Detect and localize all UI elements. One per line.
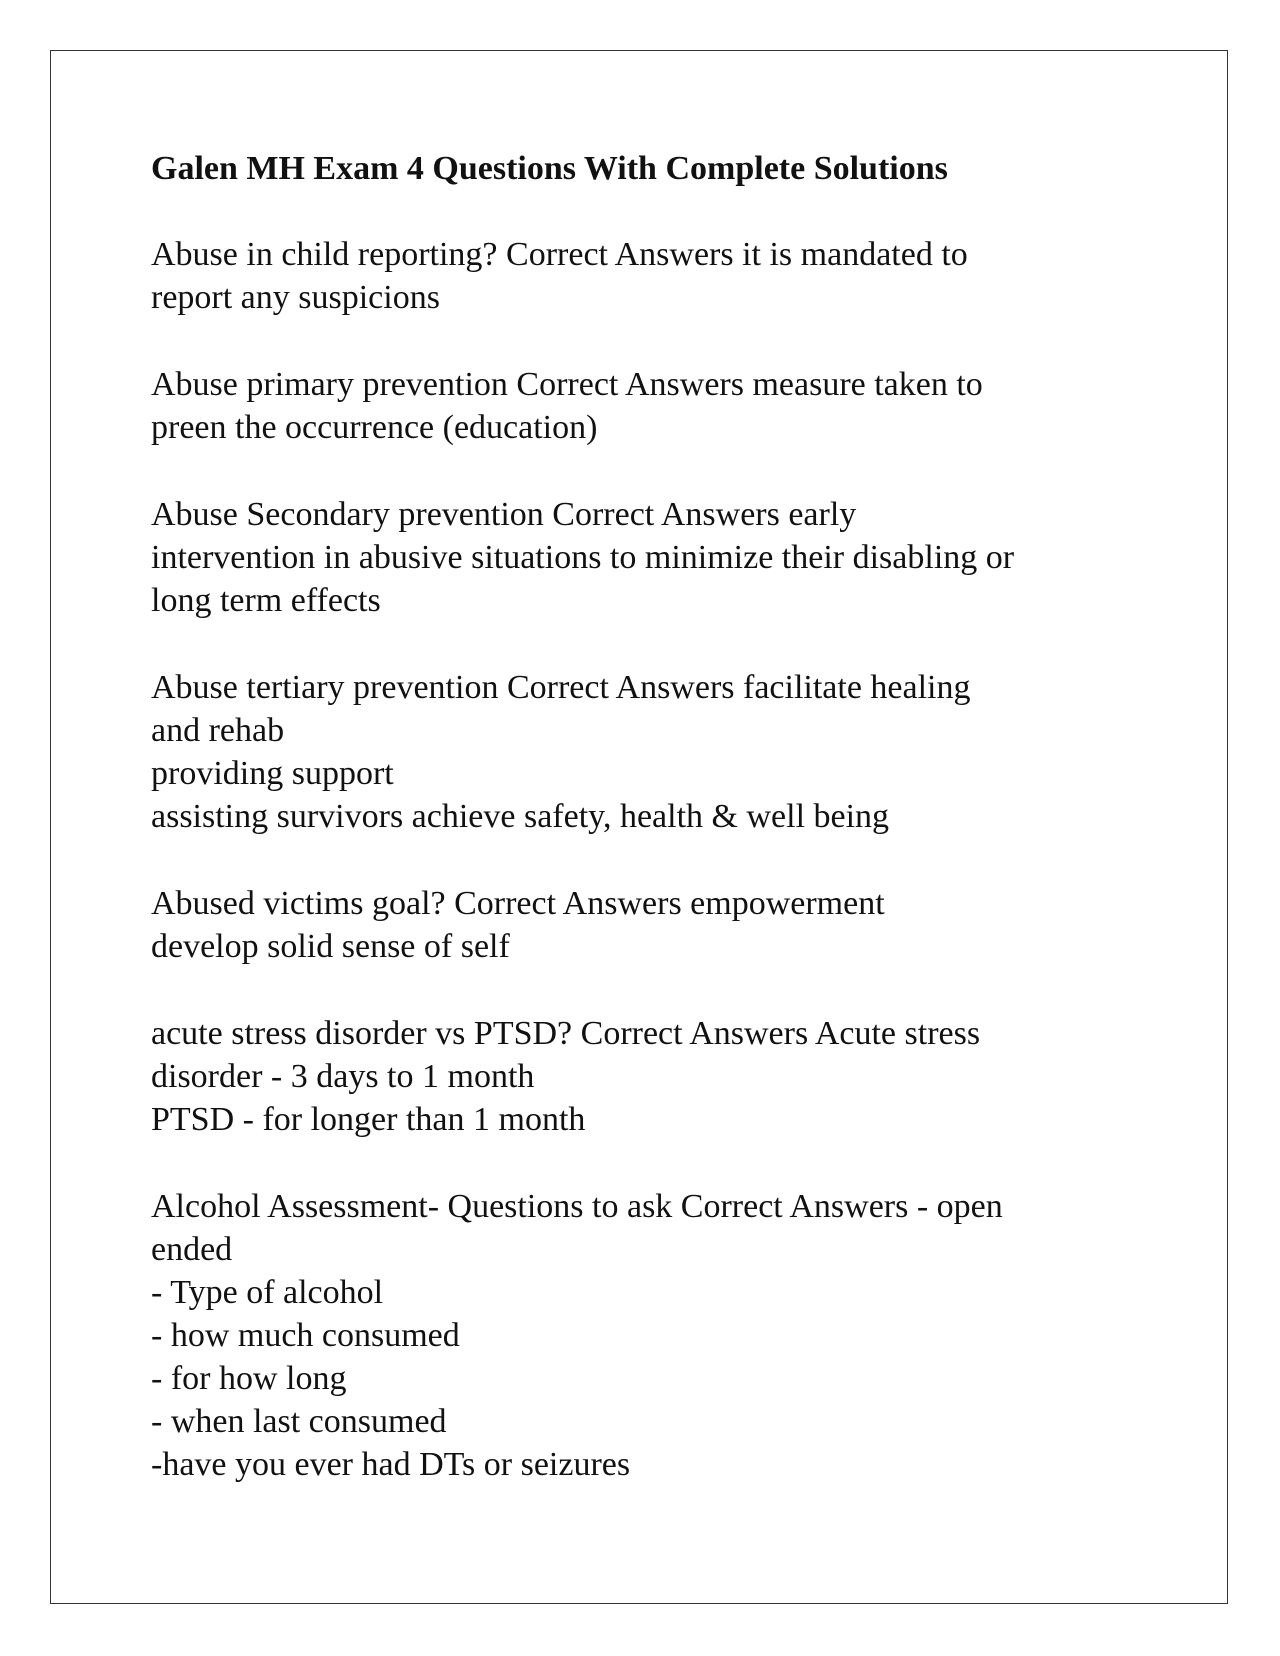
qa-entry-victims-goal <box>151 882 1151 968</box>
text-line: intervention in abusive situations to minimize their disabling or <box>151 539 1015 576</box>
text-line: preen the occurrence (education) <box>151 409 598 446</box>
text-line: Abuse primary prevention Correct Answers measure taken to <box>151 366 983 403</box>
text-line: Alcohol Assessment- Questions to ask Correct Answers - open <box>151 1188 1003 1225</box>
text-line: - Type of alcohol <box>151 1274 384 1311</box>
text-line: - how much consumed <box>151 1317 460 1354</box>
text-line: assisting survivors achieve safety, health & well being <box>151 798 890 835</box>
qa-entry-alcohol-assessment <box>151 1185 1151 1486</box>
text-line: - for how long <box>151 1360 347 1397</box>
qa-entry-tertiary-prevention <box>151 666 1151 838</box>
text-line: Abuse Secondary prevention Correct Answers early <box>151 496 857 533</box>
qa-entry-child-reporting <box>151 233 1151 319</box>
text-line: long term effects <box>151 582 381 619</box>
text-line: Abused victims goal? Correct Answers empowerment <box>151 885 885 922</box>
text-line: acute stress disorder vs PTSD? Correct Answers Acute stress <box>151 1015 981 1052</box>
qa-entry-primary-prevention <box>151 363 1151 449</box>
text-line: develop solid sense of self <box>151 928 510 965</box>
text-line: PTSD - for longer than 1 month <box>151 1101 586 1138</box>
text-line: report any suspicions <box>151 279 440 316</box>
text-line: ended <box>151 1231 233 1268</box>
qa-entry-acute-stress-vs-ptsd <box>151 1012 1151 1141</box>
qa-entry-secondary-prevention <box>151 493 1151 622</box>
text-line: disorder - 3 days to 1 month <box>151 1058 535 1095</box>
text-line: -have you ever had DTs or seizures <box>151 1446 631 1483</box>
text-line: providing support <box>151 755 394 792</box>
document-body <box>151 147 1151 1530</box>
document-title: Galen MH Exam 4 Questions With Complete Solutions <box>151 150 948 187</box>
text-line: - when last consumed <box>151 1403 447 1440</box>
text-line: Abuse tertiary prevention Correct Answers facilitate healing <box>151 669 971 706</box>
text-line: and rehab <box>151 712 285 749</box>
text-line: Abuse in child reporting? Correct Answers it is mandated to <box>151 236 968 273</box>
